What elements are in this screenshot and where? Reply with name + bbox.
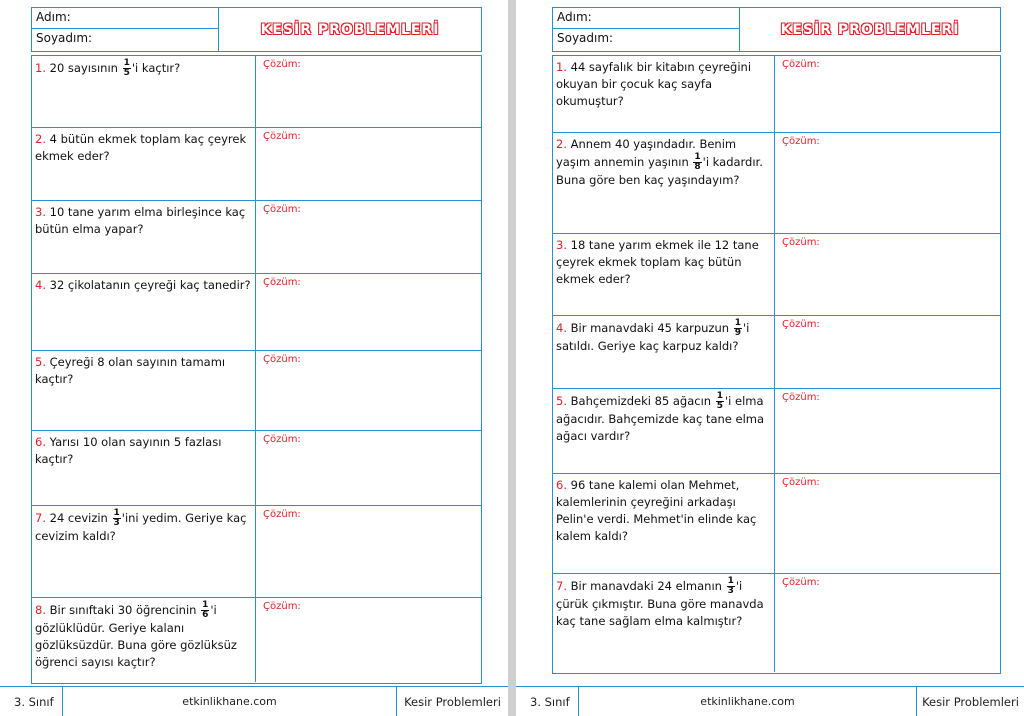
solution-area[interactable]	[777, 474, 1000, 573]
question-body: 4 bütün ekmek toplam kaç çeyrek ekmek eder?	[35, 132, 247, 163]
question-body-end: 'ini yedim. Geriye kaç cevizim kaldı?	[35, 511, 247, 543]
solution-area[interactable]	[258, 351, 481, 430]
solution-area[interactable]	[777, 574, 1000, 672]
solution-area[interactable]	[777, 133, 1000, 233]
surname-label: Soyadım:	[557, 31, 614, 45]
fraction	[113, 509, 121, 528]
fraction-denominator: 8	[694, 162, 701, 172]
solution-label: Çözüm:	[263, 354, 301, 365]
question-number: 3.	[556, 238, 567, 252]
fraction-denominator: 3	[113, 518, 120, 528]
solution-area[interactable]	[777, 389, 1000, 473]
question-row	[553, 573, 1000, 672]
question-row	[553, 315, 1000, 388]
question-text	[32, 351, 256, 430]
solution-label: Çözüm:	[782, 477, 820, 488]
solution-label: Çözüm:	[263, 601, 301, 612]
fraction-denominator: 5	[123, 68, 130, 78]
question-number: 5.	[556, 394, 567, 408]
fraction-numerator: 1	[202, 600, 209, 610]
question-row	[553, 56, 1000, 132]
student-header	[552, 7, 1001, 52]
solution-area[interactable]	[777, 56, 1000, 132]
fraction	[734, 319, 742, 338]
question-body-end: 'i çürük çıkmıştır. Buna göre manavda kaç tane sağlam elma kalmıştır?	[556, 579, 764, 628]
fraction	[201, 601, 209, 620]
fraction	[727, 577, 735, 596]
fraction-numerator: 1	[123, 58, 130, 68]
solution-label: Çözüm:	[782, 59, 820, 70]
question-row	[32, 350, 481, 430]
question-body: 24 cevizin	[49, 511, 108, 525]
solution-area[interactable]	[777, 234, 1000, 315]
solution-area[interactable]	[258, 56, 481, 127]
question-text	[32, 431, 256, 505]
solution-label: Çözüm:	[782, 319, 820, 330]
left-worksheet-page	[0, 0, 508, 716]
question-text	[553, 133, 775, 233]
worksheet-title: KESİR PROBLEMLERİ	[260, 21, 440, 38]
question-row	[553, 473, 1000, 573]
question-text	[32, 56, 256, 127]
question-text	[553, 234, 775, 315]
question-row	[32, 597, 481, 682]
question-body: Bir manavdaki 24 elmanın	[570, 579, 722, 593]
question-body: Annem 40 yaşındadır. Benim yaşım annemin yaşının	[556, 137, 737, 169]
solution-area[interactable]	[258, 128, 481, 200]
fraction-denominator: 9	[734, 328, 742, 338]
name-label: Adım:	[32, 8, 218, 29]
question-number: 2.	[556, 137, 567, 151]
question-body: 20 sayısının	[49, 61, 118, 75]
fraction-numerator: 1	[734, 318, 742, 328]
question-text	[553, 574, 775, 672]
solution-label: Çözüm:	[263, 204, 301, 215]
question-row	[32, 127, 481, 200]
solution-label: Çözüm:	[782, 136, 820, 147]
question-number: 2.	[35, 132, 46, 146]
solution-area[interactable]	[258, 201, 481, 273]
question-body: 96 tane kalemi olan Mehmet, kalemlerinin çeyreğini arkadaşı Pelin'e verdi. Mehmet'in elinde kaç kalem kaldı?	[556, 478, 757, 543]
question-number: 4.	[35, 278, 46, 292]
fraction-denominator: 3	[727, 586, 734, 596]
question-number: 3.	[35, 205, 46, 219]
solution-label: Çözüm:	[782, 577, 820, 588]
question-body: 18 tane yarım ekmek ile 12 tane çeyrek ekmek toplam kaç bütün ekmek eder?	[556, 238, 759, 286]
question-number: 7.	[556, 579, 567, 593]
question-number: 8.	[35, 603, 46, 617]
question-body: Çeyreği 8 olan sayının tamamı kaçtır?	[35, 355, 226, 386]
question-row	[553, 233, 1000, 315]
footer-subject: Kesir Problemleri	[396, 687, 508, 716]
right-worksheet-page	[516, 0, 1024, 716]
question-text	[32, 128, 256, 200]
question-body: Bir manavdaki 45 karpuzun	[570, 321, 730, 335]
question-row	[553, 132, 1000, 233]
question-text	[32, 506, 256, 597]
footer-grade: 3. Sınıf	[0, 687, 63, 716]
question-row	[32, 273, 481, 350]
question-number: 5.	[35, 355, 46, 369]
footer-grade: 3. Sınıf	[516, 687, 579, 716]
question-row	[32, 56, 481, 127]
question-number: 4.	[556, 321, 567, 335]
question-text	[553, 56, 775, 132]
question-number: 1.	[556, 60, 567, 74]
solution-area[interactable]	[258, 506, 481, 597]
question-grid-left	[31, 55, 482, 684]
solution-area[interactable]	[258, 431, 481, 505]
footer-site: etkinlikhane.com	[182, 695, 277, 708]
solution-label: Çözüm:	[263, 59, 301, 70]
fraction	[716, 392, 724, 411]
solution-label: Çözüm:	[782, 392, 820, 403]
question-body: 44 sayfalık bir kitabın çeyreğini okuyan bir çocuk kaç sayfa okumuştur?	[556, 60, 752, 108]
question-text	[32, 201, 256, 273]
question-text	[553, 389, 775, 473]
fraction-numerator: 1	[694, 152, 701, 162]
question-body-end: 'i kaçtır?	[131, 61, 181, 75]
question-text	[32, 274, 256, 350]
page-footer-right	[516, 686, 1024, 716]
question-text	[553, 474, 775, 573]
worksheet-title: KESİR PROBLEMLERİ	[780, 21, 960, 38]
solution-area[interactable]	[777, 316, 1000, 388]
footer-site: etkinlikhane.com	[700, 695, 795, 708]
question-body: 10 tane yarım elma birleşince kaç bütün elma yapar?	[35, 205, 246, 236]
question-number: 7.	[35, 511, 46, 525]
question-row	[32, 200, 481, 273]
question-body: Bahçemizdeki 85 ağacın	[570, 394, 712, 408]
student-header	[31, 7, 482, 52]
question-body: Bir sınıftaki 30 öğrencinin	[49, 603, 197, 617]
solution-label: Çözüm:	[263, 509, 301, 520]
question-body-end: 'i gözlüklüdür. Geriye kalanı gözlüksüzdür. Buna göre gözlüksüz öğrenci sayısı kaçtır?	[35, 603, 237, 669]
question-body-end: 'i elma ağacıdır. Bahçemizde kaç tane elma ağacı vardır?	[556, 394, 765, 443]
fraction-numerator: 1	[727, 576, 734, 586]
question-number: 6.	[35, 435, 46, 449]
question-row	[32, 430, 481, 505]
question-row	[553, 388, 1000, 473]
fraction-denominator: 5	[716, 401, 723, 411]
solution-label: Çözüm:	[263, 131, 301, 142]
page-footer-left	[0, 686, 508, 716]
question-text	[32, 598, 256, 682]
solution-label: Çözüm:	[782, 237, 820, 248]
solution-area[interactable]	[258, 598, 481, 682]
fraction	[123, 59, 131, 78]
question-row	[32, 505, 481, 597]
footer-subject: Kesir Problemleri	[916, 687, 1024, 716]
solution-label: Çözüm:	[263, 277, 301, 288]
fraction-numerator: 1	[716, 391, 723, 401]
question-text	[553, 316, 775, 388]
fraction-numerator: 1	[113, 508, 120, 518]
solution-label: Çözüm:	[263, 434, 301, 445]
question-body-end: 'i kadardır. Buna göre ben kaç yaşındayım?	[556, 155, 763, 187]
question-grid-right	[552, 55, 1001, 674]
question-body: Yarısı 10 olan sayının 5 fazlası kaçtır?	[35, 435, 222, 466]
question-number: 6.	[556, 478, 567, 492]
fraction	[693, 153, 701, 172]
question-number: 1.	[35, 61, 46, 75]
question-body-end: 'i satıldı. Geriye kaç karpuz kaldı?	[556, 321, 750, 353]
question-body: 32 çikolatanın çeyreği kaç tanedir?	[49, 278, 251, 292]
solution-area[interactable]	[258, 274, 481, 350]
page-separator	[508, 0, 516, 716]
fraction-denominator: 6	[202, 610, 209, 620]
surname-label: Soyadım:	[36, 31, 93, 45]
name-label: Adım:	[553, 8, 739, 29]
